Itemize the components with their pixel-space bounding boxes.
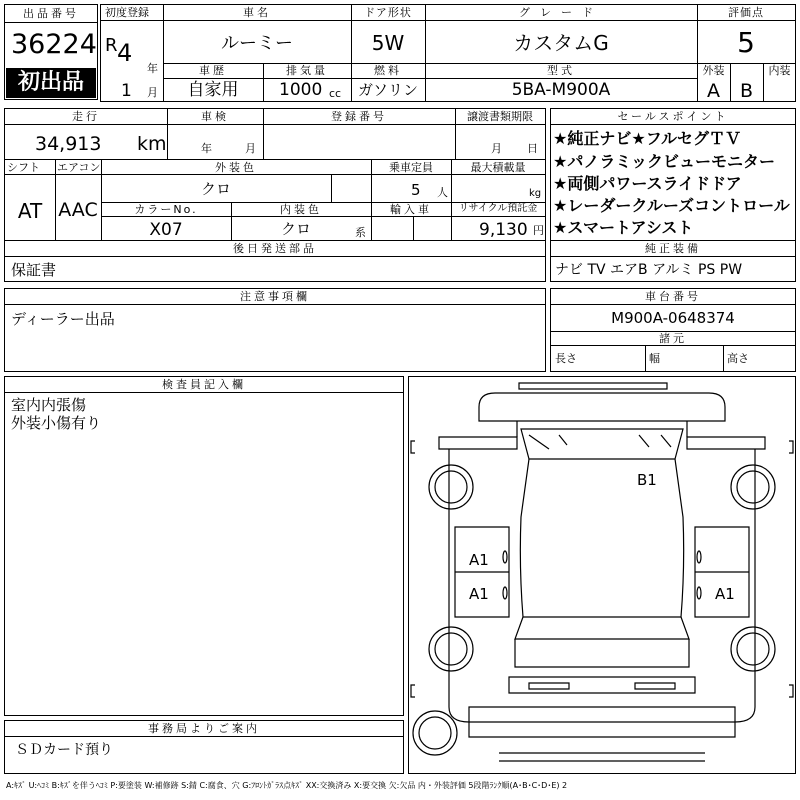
mileage-unit: km — [137, 133, 167, 155]
sales-points-label: セールスポイント — [617, 110, 729, 123]
inspection-label: 車検 — [201, 110, 229, 123]
office-value: ＳＤカード預り — [15, 742, 113, 758]
legend-text: A:ｷｽﾞ U:ﾍｺﾐ B:ｷｽﾞを伴うﾍｺﾐ P:要塗装 W:補修跡 S:錆 C:腐食、穴 G:ﾌﾛﾝﾄｶﾞﾗｽ点ｷｽﾞ XX:交換済み X:要交換 欠:欠品 内・外装評価 5段階ﾗﾝｸ順(A･B･C･D･E) 2 — [6, 781, 568, 790]
shift-value: AT — [17, 199, 43, 223]
doors-label: ドア形状 — [364, 6, 412, 19]
vehicle-details-box — [4, 108, 546, 242]
int-color-value: クロ — [280, 220, 311, 238]
max-load-label: 最大積載量 — [470, 161, 526, 174]
car-name-value: ルーミー — [221, 33, 293, 54]
score-value: 5 — [737, 26, 755, 59]
displacement-value: 1000 — [279, 80, 323, 100]
damage-mark-a1-right: A1 — [715, 585, 735, 603]
model-label: 型式 — [547, 64, 575, 77]
int-color-unit: 系 — [355, 226, 366, 239]
displacement-unit: cc — [329, 87, 342, 100]
grade-label: グレード — [519, 6, 603, 19]
specs-height: 高さ — [727, 352, 749, 365]
car-name-label: 車名 — [243, 6, 271, 19]
registration-era: R — [105, 35, 118, 56]
main-header-box — [100, 4, 796, 102]
lot-label: 出品番号 — [23, 7, 79, 20]
color-no-value: X07 — [149, 220, 183, 240]
specs-label: 諸元 — [659, 332, 687, 345]
transfer-month-unit: 月 — [491, 142, 502, 155]
specs-length: 長さ — [555, 352, 577, 365]
shift-label: シフト — [7, 161, 40, 174]
recycle-label: リサイクル預託金 — [458, 203, 538, 214]
aircon-value: AAC — [58, 199, 98, 221]
capacity-unit: 人 — [437, 186, 448, 199]
sales-points-box — [550, 108, 796, 242]
capacity-value: 5 — [411, 181, 421, 199]
damage-mark-a1-left-rear: A1 — [469, 585, 489, 603]
first-listing-badge: 初出品 — [6, 68, 96, 98]
damage-mark-b1: B1 — [637, 471, 657, 489]
sales-point-2: ★パノラミックビューモニター — [553, 152, 776, 171]
history-value: 自家用 — [187, 80, 239, 100]
office-label: 事務局よりご案内 — [148, 722, 260, 735]
reg-number-label: 登録番号 — [331, 110, 387, 123]
registration-month: 1 — [121, 81, 132, 101]
sales-point-1: ★純正ナビ★フルセグＴＶ — [553, 129, 742, 148]
color-no-label: カラーNo. — [134, 203, 198, 216]
inspection-year-unit: 年 — [201, 142, 212, 155]
equipment-label: 純正装備 — [645, 242, 701, 255]
history-label: 車歴 — [199, 64, 227, 77]
specs-width: 幅 — [649, 352, 660, 365]
fuel-value: ガソリン — [357, 81, 418, 99]
inspector-line-1: 室内内張傷 — [11, 396, 87, 414]
notes-label: 注意事項欄 — [240, 290, 310, 303]
inspector-box — [4, 376, 404, 716]
recycle-unit: 円 — [533, 224, 544, 237]
sales-point-3: ★両側パワースライドドア — [553, 174, 742, 193]
model-value: 5BA-M900A — [511, 80, 611, 100]
recycle-value: 9,130 — [479, 220, 528, 240]
displacement-label: 排気量 — [286, 64, 328, 77]
registration-year: 4 — [117, 39, 133, 67]
score-label: 評価点 — [728, 6, 764, 19]
interior-grade-value: B — [739, 80, 754, 102]
office-box — [4, 720, 404, 774]
later-parts-label: 後日発送部品 — [233, 242, 317, 255]
lot-number: 36224 — [11, 29, 97, 60]
inspection-month-unit: 月 — [245, 142, 256, 155]
notes-value: ディーラー出品 — [11, 310, 115, 328]
mileage-value: 34,913 — [35, 133, 102, 155]
ext-color-value: クロ — [200, 180, 231, 198]
inspector-line-2: 外装小傷有り — [11, 414, 102, 432]
int-color-label: 内装色 — [280, 203, 322, 216]
sales-point-4: ★レーダークルーズコントロール — [553, 196, 790, 215]
capacity-label: 乗車定員 — [389, 161, 433, 174]
equipment-value: ナビ TV エアB アルミ PS PW — [555, 262, 743, 278]
doors-value: 5W — [371, 31, 405, 55]
chassis-box — [550, 288, 796, 372]
registration-year-unit: 年 — [147, 62, 158, 75]
car-diagram — [409, 377, 795, 773]
damage-diagram-box — [408, 376, 796, 774]
chassis-value: M900A-0648374 — [611, 309, 735, 327]
registration-label: 初度登録 — [105, 6, 149, 19]
equipment-box — [550, 240, 796, 282]
chassis-label: 車台番号 — [645, 290, 701, 303]
later-parts-value: 保証書 — [11, 261, 57, 279]
sales-point-5: ★スマートアシスト — [553, 218, 694, 237]
import-label: 輸入車 — [390, 203, 432, 216]
aircon-label: エアコン — [57, 161, 101, 174]
damage-mark-a1-left-front: A1 — [469, 551, 489, 569]
max-load-unit: kg — [529, 188, 542, 199]
notes-box — [4, 288, 546, 372]
registration-month-unit: 月 — [147, 86, 158, 99]
later-parts-box — [4, 240, 546, 282]
transfer-day-unit: 日 — [527, 142, 538, 155]
ext-color-label: 外装色 — [215, 161, 257, 174]
grade-value: カスタムG — [513, 31, 609, 55]
interior-grade-label: 内装 — [768, 64, 791, 77]
fuel-label: 燃料 — [374, 64, 402, 77]
transfer-label: 譲渡書類期限 — [467, 110, 533, 123]
exterior-grade-label: 外装 — [702, 64, 725, 77]
inspector-label: 検査員記入欄 — [162, 378, 246, 391]
mileage-label: 走行 — [72, 110, 100, 123]
exterior-grade-value: A — [707, 80, 720, 102]
